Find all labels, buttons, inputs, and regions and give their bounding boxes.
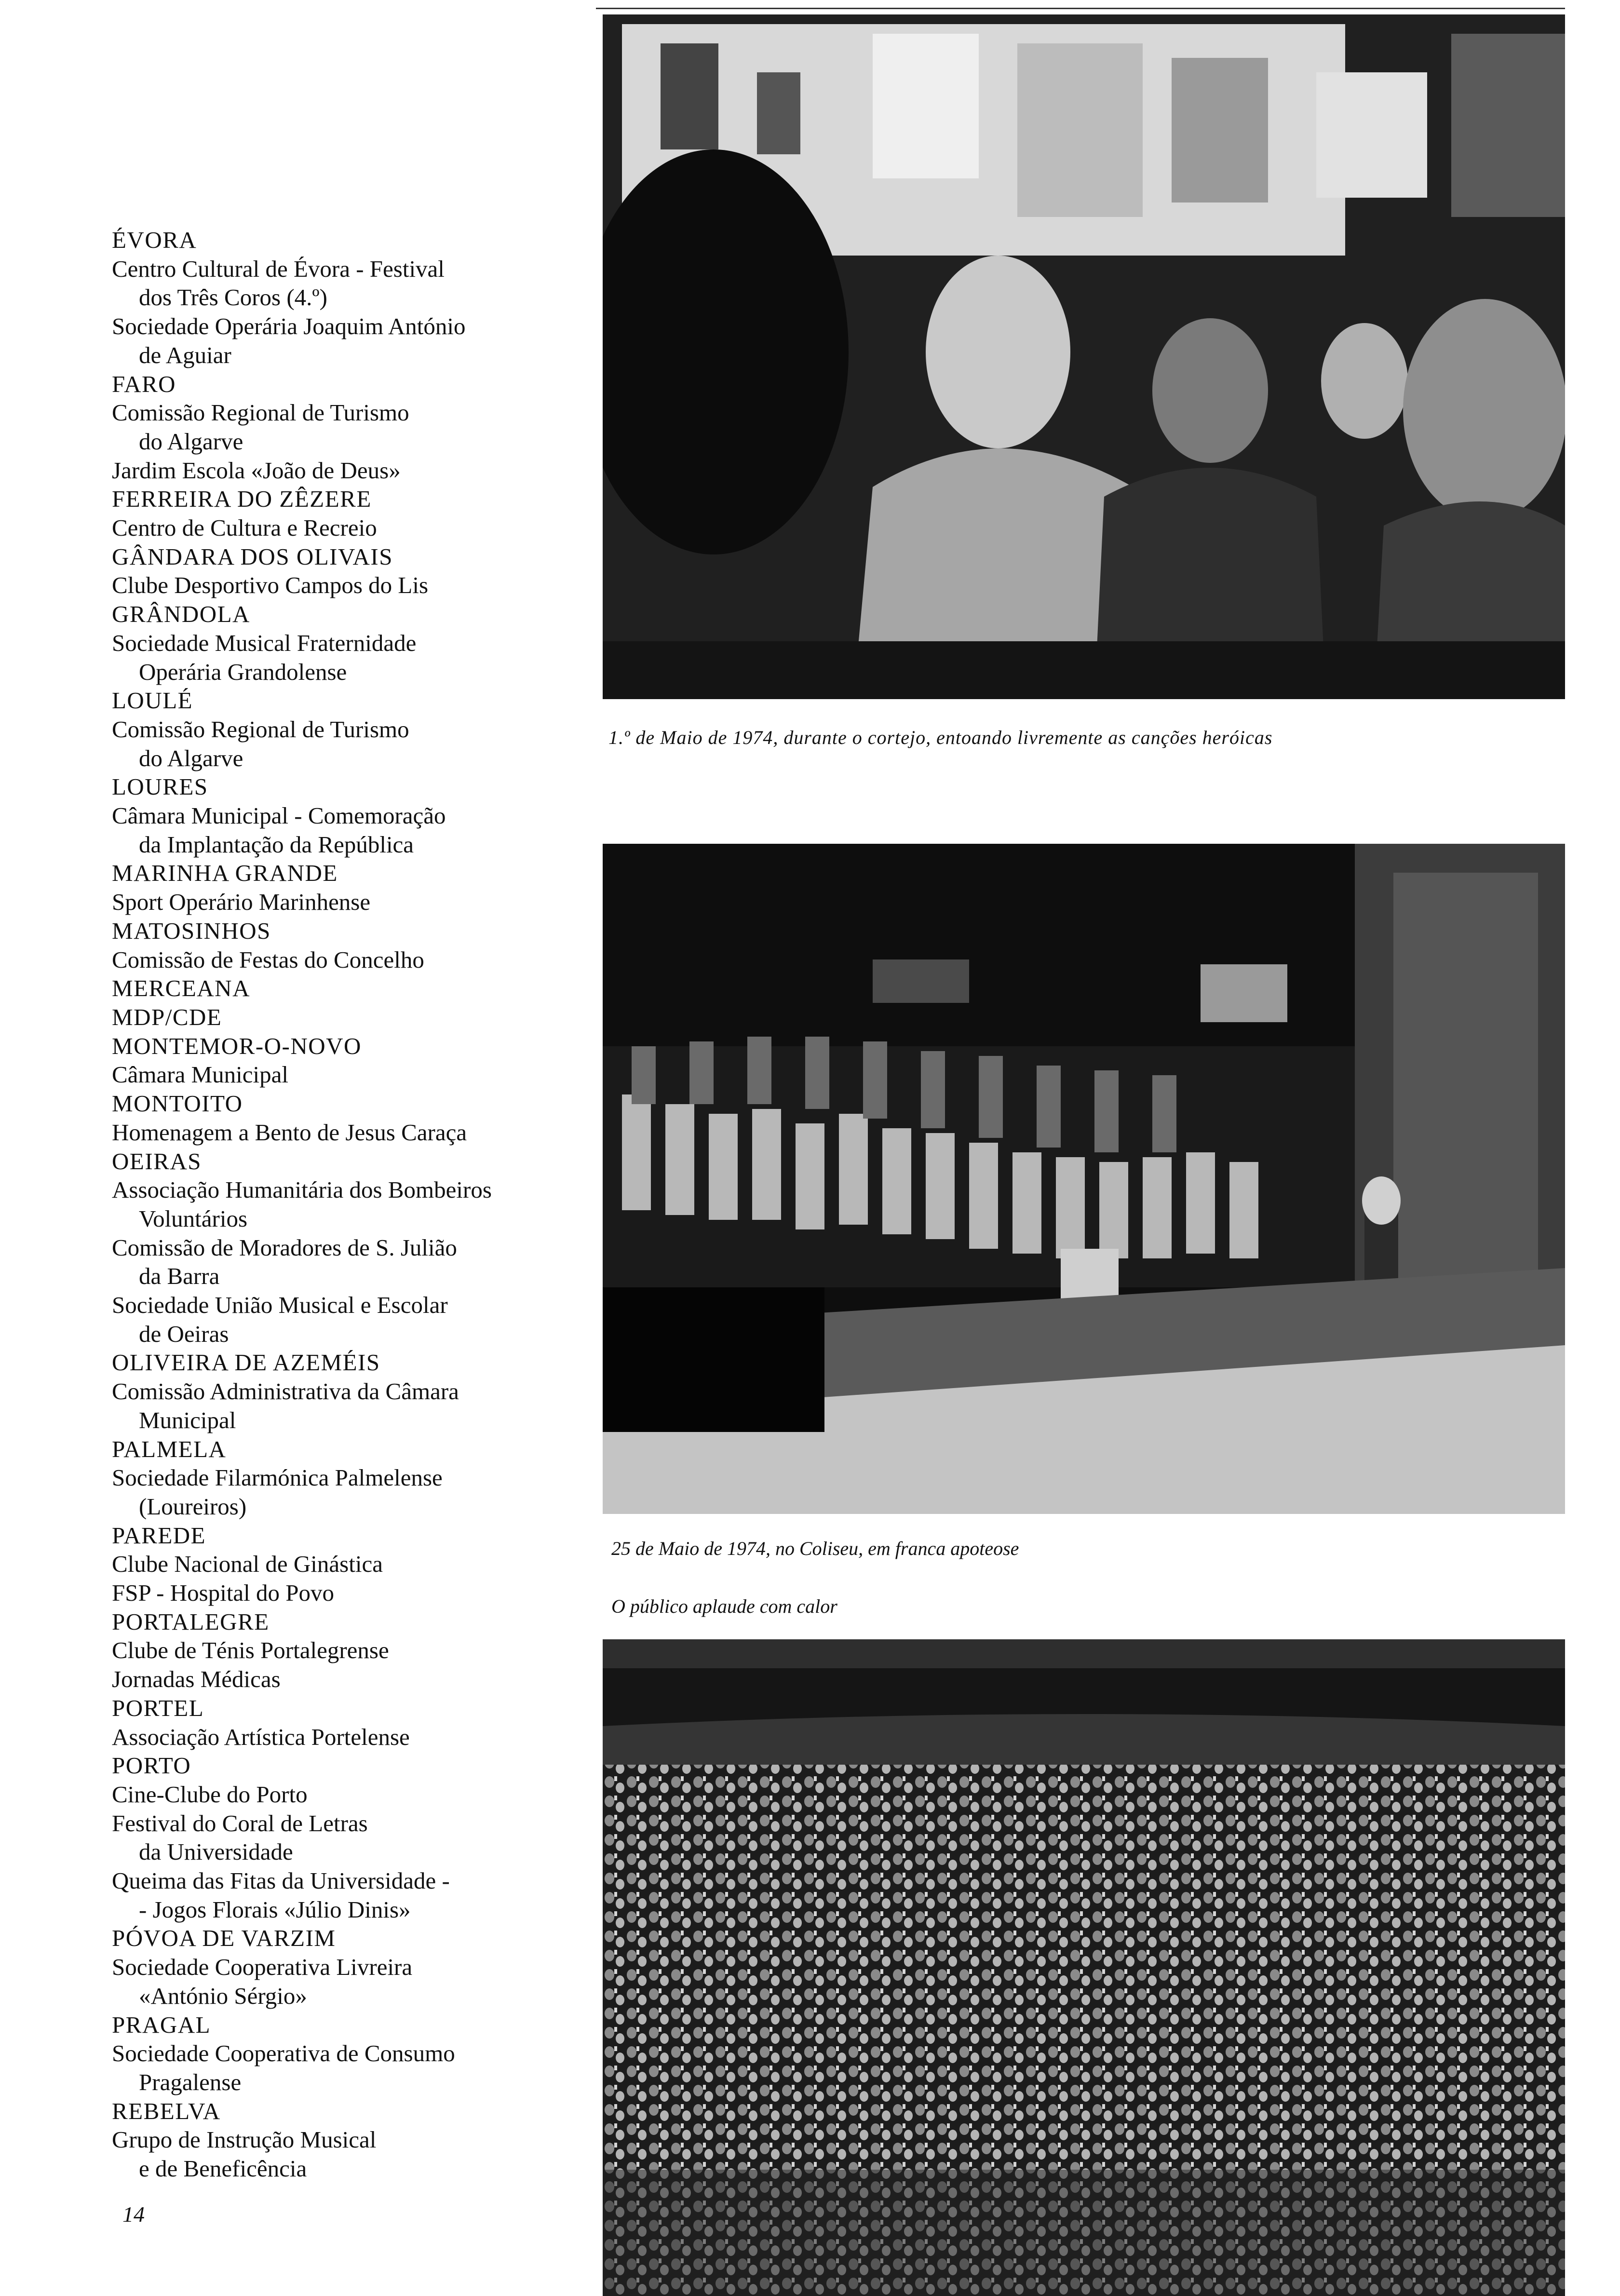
organization-entry: Centro Cultural de Évora - Festival	[112, 255, 445, 282]
organization-entry: Sport Operário Marinhense	[112, 889, 371, 916]
place-heading: PORTALEGRE	[112, 1608, 270, 1635]
page-number: 14	[122, 2202, 145, 2227]
organization-entry: dos Três Coros (4.º)	[139, 284, 327, 311]
organization-entry: Clube de Ténis Portalegrense	[112, 1637, 389, 1664]
photo-coliseu-stage	[603, 844, 1565, 1514]
caption-audience: O público aplaude com calor	[611, 1595, 837, 1617]
organization-entry: Pragalense	[139, 2069, 242, 2095]
organization-entry: Clube Desportivo Campos do Lis	[112, 572, 429, 599]
organization-entry: Sociedade União Musical e Escolar	[112, 1292, 448, 1319]
organization-entry: e de Beneficência	[139, 2155, 307, 2182]
place-heading: MDP/CDE	[112, 1003, 222, 1030]
place-heading: PORTO	[112, 1752, 191, 1779]
top-rule	[596, 8, 1565, 9]
organization-entry: Cine-Clube do Porto	[112, 1781, 308, 1808]
organization-entry: Comissão Regional de Turismo	[112, 399, 409, 426]
place-heading: PAREDE	[112, 1522, 206, 1549]
organization-entry: Câmara Municipal - Comemoração	[112, 802, 446, 829]
place-heading: GÂNDARA DOS OLIVAIS	[112, 543, 393, 570]
organization-entry: Homenagem a Bento de Jesus Caraça	[112, 1119, 467, 1146]
organization-entry: Jornadas Médicas	[112, 1666, 281, 1693]
place-heading: OEIRAS	[112, 1148, 202, 1175]
place-heading: ÉVORA	[112, 227, 197, 253]
place-heading: OLIVEIRA DE AZEMÉIS	[112, 1349, 380, 1376]
organization-entry: da Universidade	[139, 1838, 293, 1865]
organization-entry: - Jogos Florais «Júlio Dinis»	[139, 1896, 411, 1923]
caption-may-day-march: 1.º de Maio de 1974, durante o cortejo, entoando livremente as canções heróicas	[608, 727, 1273, 748]
organization-entry: Sociedade Filarmónica Palmelense	[112, 1464, 443, 1491]
organization-entry: Sociedade Musical Fraternidade	[112, 629, 417, 656]
organization-entry: Clube Nacional de Ginástica	[112, 1551, 383, 1578]
place-heading: PRAGAL	[112, 2011, 211, 2038]
place-heading: FERREIRA DO ZÊZERE	[112, 486, 372, 513]
organization-entry: Queima das Fitas da Universidade -	[112, 1867, 450, 1894]
caption-coliseu-stage: 25 de Maio de 1974, no Coliseu, em franca apoteose	[611, 1538, 1019, 1559]
organization-entry: Centro de Cultura e Recreio	[112, 514, 377, 541]
place-heading: MERCEANA	[112, 975, 250, 1002]
place-heading: MONTOITO	[112, 1090, 243, 1117]
organization-entry: Comissão Administrativa da Câmara	[112, 1378, 459, 1405]
organization-entry: Comissão de Festas do Concelho	[112, 946, 424, 973]
organization-entry: «António Sérgio»	[139, 1982, 307, 2009]
organization-entry: Comissão Regional de Turismo	[112, 716, 409, 743]
place-heading: MONTEMOR-O-NOVO	[112, 1032, 362, 1059]
place-heading: GRÂNDOLA	[112, 601, 250, 628]
organization-entry: Sociedade Cooperativa de Consumo	[112, 2040, 455, 2067]
organization-entry: Jardim Escola «João de Deus»	[112, 457, 401, 484]
organization-entry: Operária Grandolense	[139, 658, 347, 685]
place-heading: FARO	[112, 370, 176, 397]
organization-entry: do Algarve	[139, 744, 243, 771]
organization-entry: Grupo de Instrução Musical	[112, 2126, 377, 2153]
organization-entry: (Loureiros)	[139, 1493, 247, 1520]
organization-entry: Festival do Coral de Letras	[112, 1810, 368, 1837]
place-heading: MATOSINHOS	[112, 917, 271, 944]
place-heading: PÓVOA DE VARZIM	[112, 1925, 336, 1952]
place-heading: LOURES	[112, 773, 208, 800]
photo-may-day-march	[603, 14, 1565, 699]
organization-entry: Comissão de Moradores de S. Julião	[112, 1234, 457, 1261]
organizations-list	[112, 226, 594, 2183]
organization-entry: Sociedade Operária Joaquim António	[112, 313, 466, 340]
organization-entry: FSP - Hospital do Povo	[112, 1580, 335, 1607]
organization-entry: da Barra	[139, 1263, 220, 1290]
organization-entry: Associação Artística Portelense	[112, 1723, 410, 1750]
organization-entry: Sociedade Cooperativa Livreira	[112, 1954, 413, 1981]
organization-entry: Voluntários	[139, 1205, 248, 1232]
place-heading: MARINHA GRANDE	[112, 860, 338, 887]
place-heading: PALMELA	[112, 1435, 227, 1462]
organization-entry: Municipal	[139, 1406, 236, 1433]
organization-entry: de Aguiar	[139, 341, 231, 368]
organization-entry: Câmara Municipal	[112, 1061, 289, 1088]
organization-entry: Associação Humanitária dos Bombeiros	[112, 1176, 492, 1203]
place-heading: PORTEL	[112, 1694, 204, 1721]
place-heading: REBELVA	[112, 2097, 221, 2124]
photo-audience-applauding	[603, 1639, 1565, 2296]
organization-entry: da Implantação da República	[139, 831, 414, 858]
organization-entry: do Algarve	[139, 428, 243, 455]
organization-entry: de Oeiras	[139, 1320, 229, 1347]
place-heading: LOULÉ	[112, 687, 193, 714]
